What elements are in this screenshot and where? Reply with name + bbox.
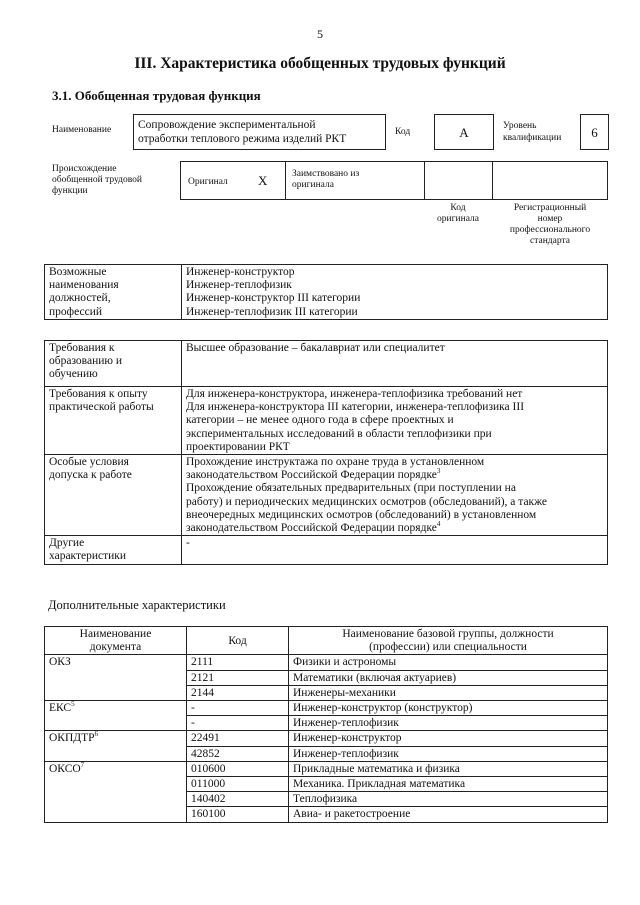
requirement-value-line: работу) и периодических медицинских осмотров (обследований), а также (186, 495, 548, 508)
doc-name: ОКСО (49, 762, 81, 775)
origin-label-line2: обобщенной трудовой (52, 175, 142, 185)
requirement-label-line: Особые условия (49, 456, 129, 469)
requirement-value-line: экспериментальных исследований в области теплофизики при (186, 427, 492, 440)
footnote-mark: 3 (436, 467, 441, 476)
table-row (45, 731, 608, 746)
requirement-value-line: внеочередных медицинских осмотров (обследований) в установленном (186, 508, 537, 521)
requirement-label (45, 455, 182, 536)
requirement-label-line: допуска к работе (49, 469, 132, 482)
name-value-line2: отработки теплового режима изделий РКТ (138, 133, 347, 145)
positions-label (45, 265, 182, 320)
original-mark: X (258, 173, 268, 188)
position-item: Инженер-конструктор III категории (186, 292, 361, 305)
code-cell: 22491 (187, 731, 289, 746)
requirement-value (182, 536, 608, 564)
code-value: A (459, 125, 469, 140)
col-code-header: Код (187, 627, 289, 655)
subsection-title: 3.1. Обобщенная трудовая функция (52, 88, 261, 103)
doc-name: ЕКС (49, 702, 72, 715)
level-label-line2: квалификации (503, 133, 562, 143)
code-caption-line2: оригинала (437, 214, 479, 224)
requirement-label-line: образованию и (49, 355, 122, 368)
page-number: 5 (317, 27, 323, 41)
code-cell: 2121 (187, 670, 289, 685)
origin-divider-3 (492, 161, 493, 200)
code-cell: - (187, 716, 289, 731)
requirement-row-experience (45, 387, 608, 455)
name-label: Наименование (52, 125, 112, 135)
col-name-header-line: (профессии) или специальности (369, 641, 527, 654)
requirement-value-line (186, 522, 603, 535)
doc-cell (45, 761, 187, 822)
col-doc-header (45, 627, 187, 655)
requirement-label (45, 341, 182, 387)
name-cell: Физики и астрономы (289, 655, 608, 670)
name-cell: Инженер-конструктор (289, 731, 608, 746)
requirement-value-line: Прохождение обязательных предварительных (при поступлении на (186, 482, 516, 495)
reg-caption-line1: Регистрационный (513, 203, 587, 213)
name-cell: Инженер-теплофизик (289, 716, 608, 731)
requirement-value-line: Прохождение инструктажа по охране труда в установленном (186, 456, 485, 469)
requirement-value (182, 455, 608, 536)
name-cell: Инженер-конструктор (конструктор) (289, 701, 608, 716)
requirement-label-line: обучению (49, 368, 98, 381)
doc-cell (45, 655, 187, 701)
requirement-value-line: Высшее образование – бакалавриат или специалитет (186, 342, 445, 354)
table-row (45, 655, 608, 670)
requirement-value-text: законодательством Российской Федерации порядке (186, 522, 437, 535)
requirement-label (45, 536, 182, 564)
origin-divider-2 (424, 161, 425, 200)
position-item: Инженер-теплофизик (186, 279, 292, 292)
code-cell: - (187, 701, 289, 716)
position-item: Инженер-теплофизик III категории (186, 305, 358, 318)
code-label: Код (395, 127, 411, 137)
code-cell: 140402 (187, 792, 289, 807)
name-cell: Авиа- и ракетостроение (289, 807, 608, 822)
original-label: Оригинал (188, 177, 228, 187)
positions-table (44, 264, 608, 320)
requirement-label-line: Требования к (49, 342, 115, 354)
col-doc-header-line: документа (89, 641, 142, 654)
code-cell: 160100 (187, 807, 289, 822)
positions-label-line: должностей, (49, 292, 111, 305)
code-cell: 2144 (187, 685, 289, 700)
requirement-value (182, 341, 608, 387)
borrowed-label-line2: оригинала (292, 180, 334, 190)
requirement-label-line: характеристики (49, 550, 127, 563)
requirement-label-line: практической работы (49, 401, 154, 414)
requirement-value-text: законодательством Российской Федерации порядке (186, 469, 437, 482)
footnote-mark: 5 (71, 700, 75, 709)
additional-title: Дополнительные характеристики (48, 598, 226, 612)
requirement-value-line: - (186, 537, 190, 550)
name-cell: Теплофизика (289, 792, 608, 807)
requirement-value (182, 387, 608, 455)
level-box (580, 114, 609, 150)
requirement-row-education (45, 341, 608, 387)
code-cell: 011000 (187, 777, 289, 792)
table-row (45, 761, 608, 776)
reg-caption-line3: профессионального (509, 225, 591, 235)
section-title: III. Характеристика обобщенных трудовых функций (134, 55, 506, 72)
name-cell: Математики (включая актуариев) (289, 670, 608, 685)
name-cell: Прикладные математика и физика (289, 761, 608, 776)
additional-table (44, 626, 608, 823)
origin-divider-1 (285, 161, 286, 200)
additional-header-row (45, 627, 608, 655)
col-name-header (289, 627, 608, 655)
name-cell: Инженер-теплофизик (289, 746, 608, 761)
requirement-label (45, 387, 182, 455)
position-item: Инженер-конструктор (186, 266, 295, 278)
footnote-mark: 7 (80, 761, 85, 769)
name-box (133, 114, 386, 150)
doc-cell (45, 731, 187, 761)
table-row (45, 701, 608, 716)
positions-values (182, 265, 608, 320)
requirement-row-other (45, 536, 608, 564)
code-caption-line1: Код (450, 203, 466, 213)
positions-label-line: наименования (49, 279, 119, 292)
doc-name: ОКПДТР (49, 732, 95, 745)
code-cell: 42852 (187, 746, 289, 761)
doc-cell (45, 701, 187, 731)
name-cell: Инженеры-механики (289, 685, 608, 700)
reg-caption-line2: номер (537, 214, 563, 224)
code-cell: 2111 (187, 655, 289, 670)
footnote-mark: 4 (436, 520, 441, 529)
origin-label-line1: Происхождение (52, 164, 117, 174)
requirement-label-line: Другие (49, 537, 85, 550)
positions-label-line: профессий (49, 305, 103, 318)
requirement-value-line: Для инженера-конструктора, инженера-теплофизика требований нет (186, 388, 523, 400)
level-value: 6 (591, 125, 598, 140)
col-name-header-line: Наименование базовой группы, должности (342, 628, 554, 640)
col-doc-header-line: Наименование (79, 628, 152, 640)
positions-label-line: Возможные (49, 266, 107, 278)
code-box (434, 114, 494, 150)
requirement-row-conditions (45, 455, 608, 536)
requirement-value-line: Для инженера-конструктора III категории, инженера-теплофизика III (186, 401, 525, 414)
requirement-label-line: Требования к опыту (49, 388, 148, 400)
name-value-line1: Сопровождение экспериментальной (138, 119, 316, 131)
positions-row (45, 265, 608, 320)
origin-label-line3: функции (52, 186, 88, 196)
level-label-line1: Уровень (503, 121, 537, 131)
requirements-table (44, 340, 608, 565)
reg-caption-line4: стандарта (530, 236, 570, 246)
requirement-value-line: категории – не менее одного года в сфере проектных и (186, 414, 454, 427)
doc-name: ОКЗ (49, 656, 71, 669)
requirement-value-line: проектировании РКТ (186, 440, 290, 453)
code-cell: 010600 (187, 761, 289, 776)
name-cell: Механика. Прикладная математика (289, 777, 608, 792)
origin-box (180, 161, 608, 200)
requirement-value-line (186, 469, 603, 482)
footnote-mark: 6 (94, 730, 99, 739)
borrowed-label-line1: Заимствовано из (292, 169, 360, 179)
